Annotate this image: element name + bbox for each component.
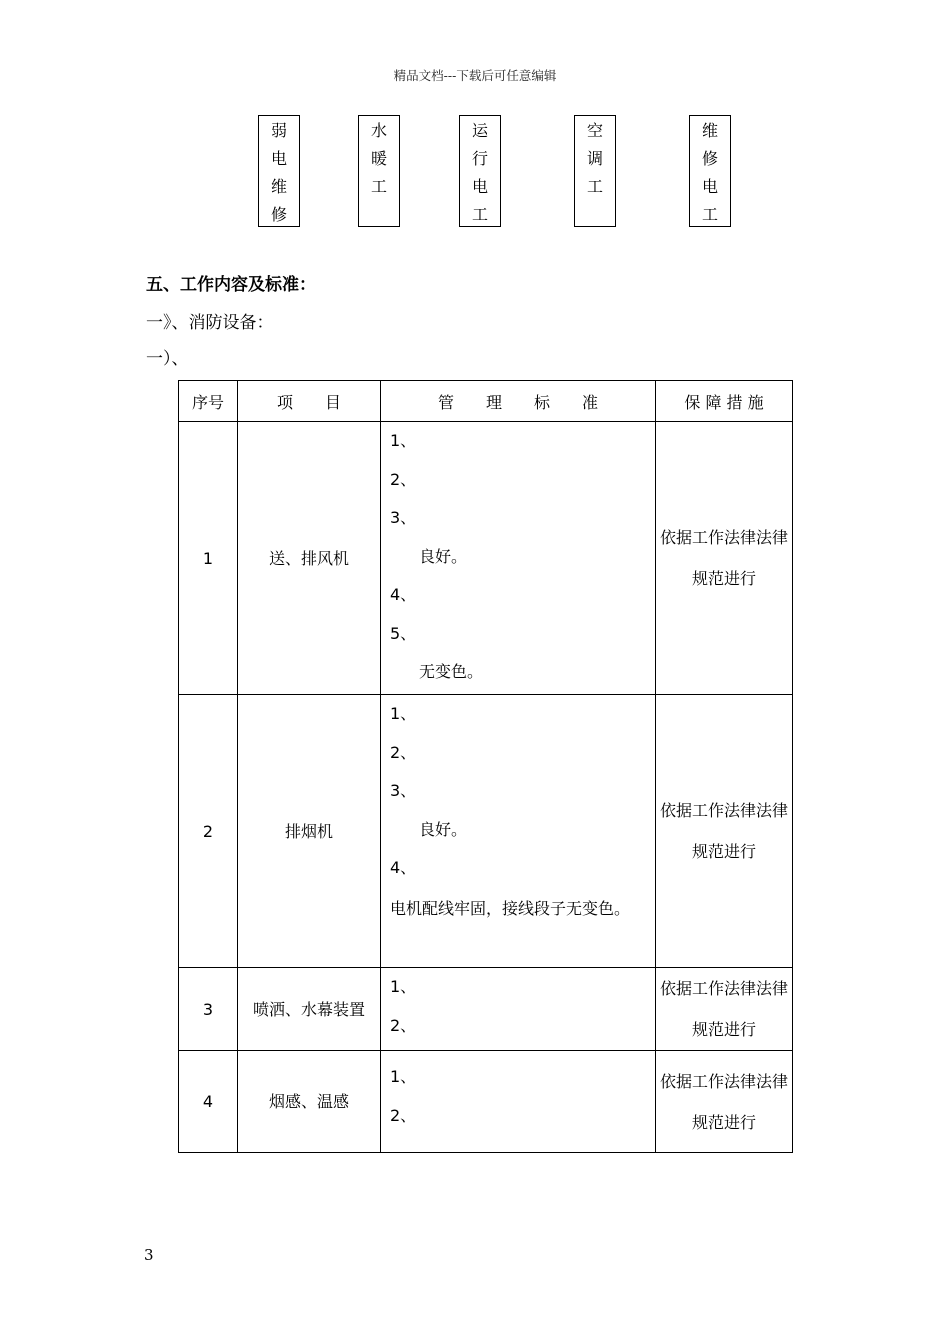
standard-line: 4、 xyxy=(390,585,417,604)
row-standard xyxy=(381,1051,656,1153)
row-standard xyxy=(381,695,656,968)
row-standard xyxy=(381,968,656,1051)
standard-line: 电机配线牢固，接线段子无变色。 xyxy=(390,898,631,918)
standard-line: 1、 xyxy=(390,704,417,723)
table-row xyxy=(179,695,793,968)
org-box-maintenance-electrician xyxy=(689,115,731,227)
org-box-char: 工 xyxy=(586,177,603,196)
org-box-char: 调 xyxy=(586,149,603,168)
row-measures: 依据工作法律法律规范进行 xyxy=(656,1051,793,1153)
row-item: 烟感、温感 xyxy=(238,1051,381,1153)
org-box-char: 工 xyxy=(471,205,488,224)
header-no: 序号 xyxy=(179,381,238,422)
org-box-char: 修 xyxy=(701,149,718,168)
standards-table xyxy=(178,380,793,1153)
standard-line: 2、 xyxy=(390,469,417,489)
standard-line: 5、 xyxy=(390,623,417,643)
row-measures: 依据工作法律法律规范进行 xyxy=(656,695,793,968)
table-row xyxy=(179,968,793,1051)
header-standard: 管 理 标 准 xyxy=(381,381,656,422)
row-no: 1 xyxy=(179,422,238,695)
standard-line: 1、 xyxy=(390,977,417,996)
standard-line: 2、 xyxy=(390,742,417,762)
org-box-char: 电 xyxy=(471,177,488,196)
row-measures: 依据工作法律法律规范进行 xyxy=(656,968,793,1051)
subsection-fire-equipment: 一》、消防设备： xyxy=(146,313,274,333)
row-item: 喷洒、水幕装置 xyxy=(238,968,381,1051)
org-box-char: 维 xyxy=(701,121,718,140)
standard-line: 良好。 xyxy=(419,546,468,566)
org-box-char: 弱 xyxy=(270,121,287,140)
header-measures: 保 障 措 施 xyxy=(656,381,793,422)
org-box-char: 工 xyxy=(701,205,718,224)
table-header-row xyxy=(179,381,793,422)
row-no: 4 xyxy=(179,1051,238,1153)
header-item: 项 目 xyxy=(238,381,381,422)
org-box-char: 工 xyxy=(370,177,387,196)
row-standard xyxy=(381,422,656,695)
standard-line: 2、 xyxy=(390,1105,417,1125)
page-number: 3 xyxy=(144,1246,154,1264)
standard-line: 3、 xyxy=(390,508,417,527)
org-box-char: 电 xyxy=(701,177,718,196)
standard-line: 2、 xyxy=(390,1015,417,1035)
table-row xyxy=(179,1051,793,1153)
org-box-char: 水 xyxy=(370,121,387,140)
row-item: 送、排风机 xyxy=(238,422,381,695)
org-box-char: 运 xyxy=(471,121,488,140)
org-box-char: 行 xyxy=(471,149,488,168)
standard-line: 1、 xyxy=(390,1067,417,1086)
table-row xyxy=(179,422,793,695)
row-measures: 依据工作法律法律规范进行 xyxy=(656,422,793,695)
org-box-operations-electrician xyxy=(459,115,501,227)
row-item: 排烟机 xyxy=(238,695,381,968)
org-box-char: 暖 xyxy=(370,149,387,168)
page-header: 精品文档---下载后可任意编辑 xyxy=(393,68,557,83)
org-box-char: 维 xyxy=(270,177,287,196)
org-box-char: 修 xyxy=(270,205,287,224)
org-box-char: 空 xyxy=(586,121,603,140)
standard-line: 4、 xyxy=(390,858,417,877)
subsection-one: 一）、 xyxy=(146,349,189,369)
row-no: 3 xyxy=(179,968,238,1051)
row-no: 2 xyxy=(179,695,238,968)
org-box-char: 电 xyxy=(270,149,287,168)
standard-line: 无变色。 xyxy=(419,662,484,681)
section-title: 五、工作内容及标准： xyxy=(146,275,316,295)
org-box-hvac xyxy=(574,115,616,227)
org-box-weak-current xyxy=(258,115,300,227)
standard-line: 1、 xyxy=(390,431,417,450)
standard-line: 良好。 xyxy=(419,819,468,839)
standard-line: 3、 xyxy=(390,781,417,800)
org-box-plumbing xyxy=(358,115,400,227)
